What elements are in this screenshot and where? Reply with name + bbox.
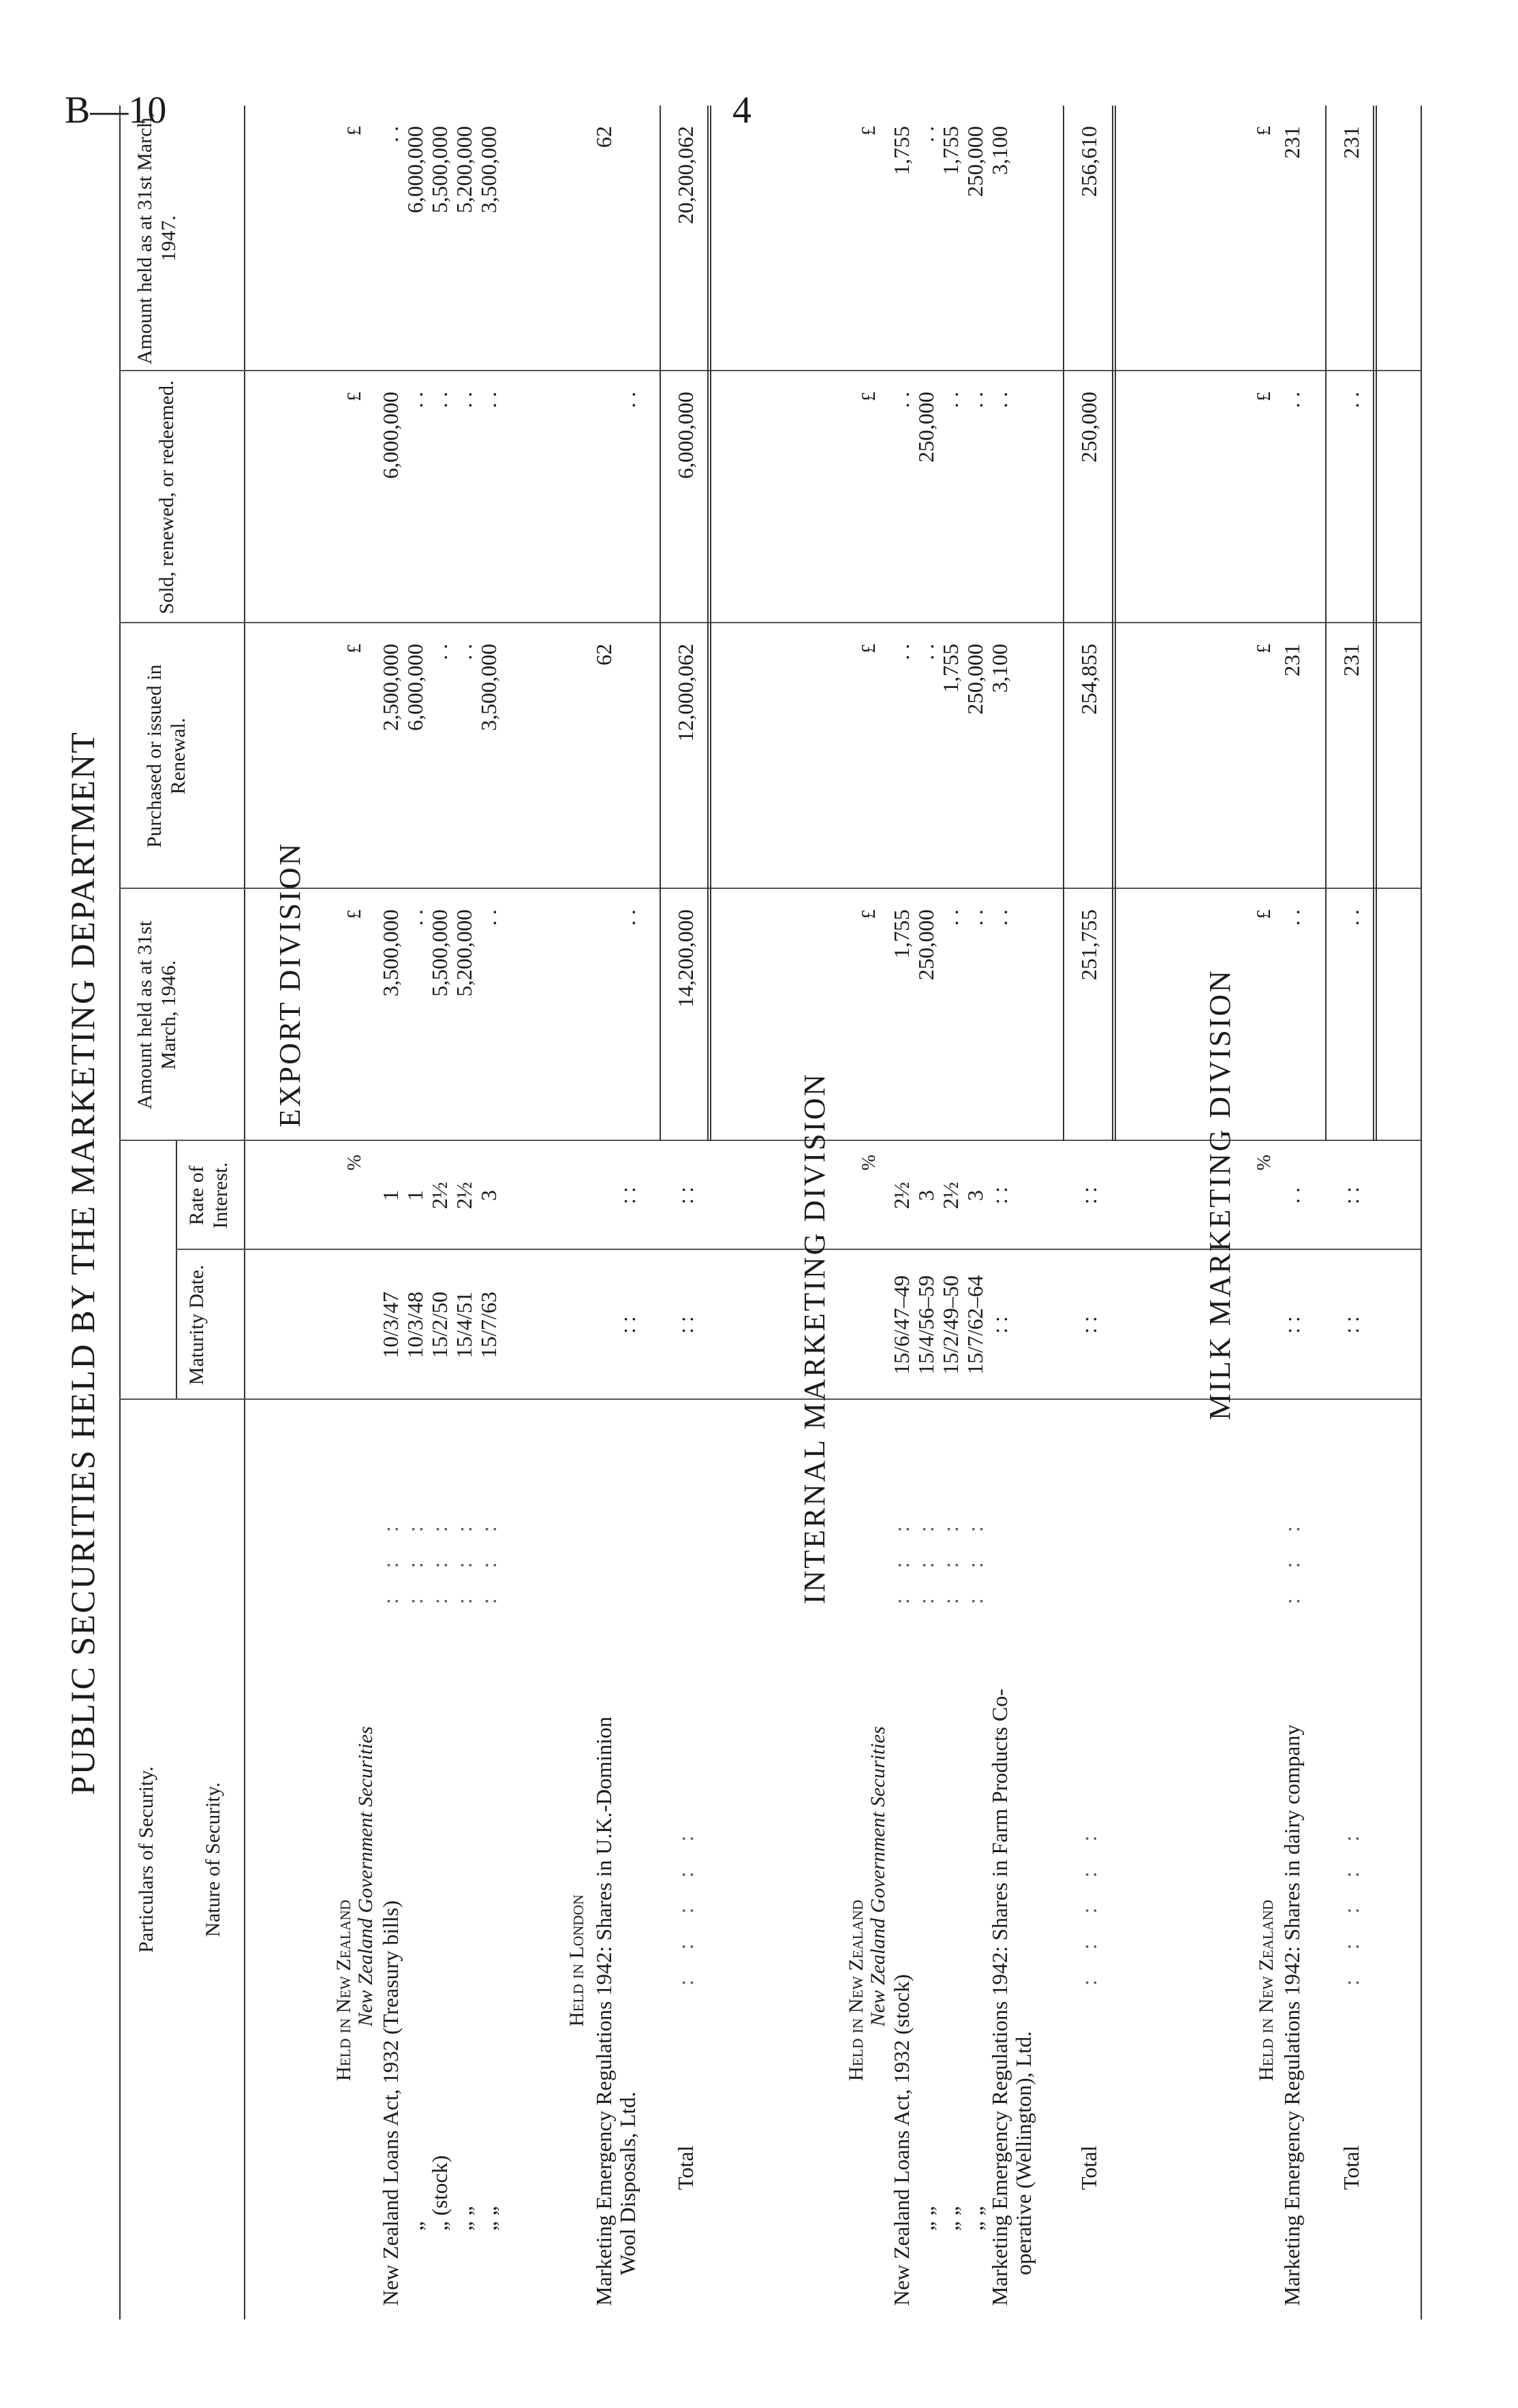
wool-line-1: Marketing Emergency Regulations 1942: Shares in U.K.-Dominion [591,1716,616,2306]
purchased-cell: . . [427,644,452,660]
held-1946-cell: . . [615,909,640,926]
held-1946-cell: 1,755 [889,909,914,958]
maturity-blank: : : [615,1316,640,1334]
leader-dots: : : : [914,1514,938,1604]
leader-dots: : : : [403,1514,427,1604]
maturity-cell: 15/6/47–49 [889,1275,914,1375]
sold-cell: . . [938,392,963,408]
rate-header: Rate of Interest. [185,1162,232,1229]
milk-division-heading: MILK MARKETING DIVISION [1203,969,1237,1420]
rate-cell: 1 [403,1190,427,1201]
maturity-cell: 15/7/63 [476,1292,501,1358]
nature-header: Nature of Security. [202,1782,224,1937]
sold-cell: . . [1280,392,1304,408]
leader-dots: : : : [889,1514,914,1604]
rate-cell: 3 [476,1190,501,1201]
purchased-cell: 2,500,000 [378,644,403,731]
milk-pound-unit-1947: £ [1254,126,1275,136]
leader-dots: : : : [938,1514,963,1604]
sold-cell: . . [427,392,452,408]
leader-dots: : : : [963,1514,987,1604]
purchased-cell: . . [889,644,914,660]
leader-dots: : : : : : [1076,1823,1101,1986]
milk-total-rule [1325,106,1327,1141]
held-1947-cell: 231 [1280,126,1304,159]
leader-dots: : : : [452,1514,476,1604]
nature-cell: „ (stock) [427,2155,452,2231]
held-1947-cell: 3,500,000 [476,126,501,213]
export-total-rule [660,106,661,1141]
rate-cell: 1 [378,1190,403,1201]
maturity-blank: : : [1280,1316,1304,1334]
purchased-cell: . . [914,644,938,660]
held-1946-cell: 5,200,000 [452,909,476,997]
header-rule [244,106,245,2319]
total-held-1947: 20,200,062 [673,126,698,224]
nature-cell: „ „ [476,2206,501,2231]
nature-cell: „ „ [938,2206,963,2231]
internal-double-rule [1112,106,1116,1141]
col-rule-1947 [119,370,1421,371]
total-sold: 6,000,000 [673,392,698,479]
milk-pound-unit-1946: £ [1254,909,1275,919]
internal-pound-unit-1946: £ [858,909,880,919]
milk-percent-unit: % [1254,1155,1275,1171]
total-sold: 250,000 [1076,392,1101,463]
maturity-cell: 10/3/48 [403,1292,427,1358]
wool-line-2: Wool Disposals, Ltd. [615,2091,640,2275]
held-1946-cell: . . [987,909,1012,926]
milk-pound-unit-purchased: £ [1254,644,1275,653]
sold-cell: 6,000,000 [378,392,403,479]
held-1946-header: Amount held as at 31st March, 1946. [134,920,180,1110]
farm-line-1: Marketing Emergency Regulations 1942: Shares in Farm Products Co- [987,1689,1012,2306]
milk-double-rule [1373,106,1377,1141]
maturity-cell: 10/3/47 [378,1292,403,1358]
export-percent-unit: % [344,1155,365,1171]
purchased-cell: 1,755 [938,644,963,693]
rate-blank: : : [673,1187,698,1204]
rate-cell: 3 [963,1190,987,1201]
held-1946-cell: 5,500,000 [427,909,452,997]
total-label: Total [1339,2145,1363,2190]
total-purchased: 12,000,062 [673,644,698,742]
rate-cell: 2½ [427,1182,452,1209]
page-number: 4 [732,89,752,131]
sold-cell: . . [403,392,427,408]
internal-pound-unit-1947: £ [858,126,880,136]
total-label: Total [1076,2145,1101,2190]
purchased-cell: 3,500,000 [476,644,501,731]
total-held-1946: 251,755 [1076,909,1101,980]
purchased-cell: 250,000 [963,644,987,715]
leader-dots: : : : [476,1514,501,1604]
held-1946-cell: 3,500,000 [378,909,403,997]
internal-pound-unit-purchased: £ [858,644,880,653]
held-1947-cell: 1,755 [938,126,963,175]
held-1946-cell: . . [963,909,987,926]
rate-cell: . . [1280,1187,1304,1204]
sold-header: Sold, renewed, or redeemed. [155,380,178,614]
rate-blank: : : [1339,1187,1363,1204]
held-1947-cell: 6,000,000 [403,126,427,213]
export-pound-unit-sold: £ [344,392,365,401]
col-rule-purchased [119,888,1421,889]
total-purchased: 231 [1339,644,1363,676]
sold-cell: . . [889,392,914,408]
sold-cell: . . [452,392,476,408]
maturity-cell: 15/2/49–50 [938,1275,963,1375]
rate-cell: 3 [914,1190,938,1201]
maturity-blank: : : [673,1316,698,1334]
milk-held-nz: Held in New Zealand [1255,1899,1277,2081]
col-rule-sold [119,622,1421,623]
held-1947-cell: 5,200,000 [452,126,476,213]
total-sold: . . [1339,392,1363,408]
export-pound-unit-1947: £ [344,126,365,136]
header-mid-rule [176,1141,177,1400]
export-pound-unit-purchased: £ [344,644,365,653]
held-1946-cell: . . [403,909,427,926]
internal-gov-securities: New Zealand Government Securities [867,1726,889,2027]
table-title: PUBLIC SECURITIES HELD BY THE MARKETING DEPARTMENT [63,731,102,1795]
bottom-rule [1421,106,1422,2319]
held-1946-cell: . . [1280,909,1304,926]
held-1947-cell: 3,100 [987,126,1012,175]
rate-cell: 2½ [452,1182,476,1209]
sold-cell: . . [987,392,1012,408]
internal-held-nz: Held in New Zealand [845,1899,867,2081]
maturity-blank: : : [1339,1316,1363,1334]
sold-cell: 250,000 [914,392,938,463]
held-1946-cell: . . [476,909,501,926]
sold-cell: . . [615,392,640,408]
held-1947-cell: 62 [591,126,616,148]
maturity-header: Maturity Date. [185,1264,208,1386]
sold-cell: . . [476,392,501,408]
nature-cell: „ [403,2221,427,2231]
export-held-nz: Held in New Zealand [332,1899,355,2081]
purchased-cell: . . [452,644,476,660]
rate-blank: : : [987,1187,1012,1204]
nature-cell: New Zealand Loans Act, 1932 (stock) [889,1974,914,2306]
held-1947-cell: 5,500,000 [427,126,452,213]
held-1946-cell: . . [938,909,963,926]
maturity-cell: 15/2/50 [427,1292,452,1358]
purchased-cell: 6,000,000 [403,644,427,731]
held-1946-cell: 250,000 [914,909,938,980]
nature-cell: Marketing Emergency Regulations 1942: Shares in dairy company [1280,1724,1304,2306]
rate-cell: 2½ [889,1182,914,1209]
purchased-header: Purchased or issued in Renewal. [143,664,189,848]
leader-dots: : : : : : [673,1823,698,1986]
page-reference: B—10 [65,89,167,131]
sold-cell: . . [963,392,987,408]
total-held-1947: 256,610 [1076,126,1101,197]
purchased-cell: 62 [591,644,616,666]
total-purchased: 254,855 [1076,644,1101,715]
internal-pound-unit-sold: £ [858,392,880,401]
farm-line-2: operative (Wellington), Ltd. [1011,2031,1036,2275]
internal-division-heading: INTERNAL MARKETING DIVISION [798,1072,831,1604]
export-pound-unit-1946: £ [344,909,365,919]
export-division-heading: EXPORT DIVISION [273,841,307,1127]
held-1947-cell: . . [914,126,938,142]
nature-cell: „ „ [452,2206,476,2231]
export-gov-securities: New Zealand Government Securities [354,1726,377,2027]
maturity-blank: : : [987,1316,1012,1334]
export-held-london: Held in London [566,1894,588,2027]
maturity-cell: 15/7/62–64 [963,1275,987,1375]
internal-percent-unit: % [858,1155,880,1171]
held-1947-cell: 250,000 [963,126,987,197]
leader-dots: : : : : : [1339,1823,1363,1986]
export-double-rule [707,106,711,1141]
total-held-1946: 14,200,000 [673,909,698,1007]
held-1947-cell: . . [378,126,403,142]
maturity-cell: 15/4/56–59 [914,1275,938,1375]
rate-blank: : : [1076,1187,1101,1204]
leader-dots: : : : [427,1514,452,1604]
particulars-header: Particulars of Security. [135,1766,157,1953]
rate-blank: : : [615,1187,640,1204]
held-1947-cell: 1,755 [889,126,914,175]
nature-cell: New Zealand Loans Act, 1932 (Treasury bills) [378,1900,403,2306]
total-held-1946: . . [1339,909,1363,926]
nature-cell: „ „ [963,2206,987,2231]
maturity-cell: 15/4/51 [452,1292,476,1358]
nature-cell: „ „ [914,2206,938,2231]
purchased-cell: 231 [1280,644,1304,676]
internal-total-rule [1063,106,1064,1141]
leader-dots: : : : [378,1514,403,1604]
top-rule [119,106,121,2319]
held-1947-header: Amount held as at 31st March, 1947. [134,112,180,364]
total-label: Total [673,2145,698,2190]
rate-cell: 2½ [938,1182,963,1209]
milk-pound-unit-sold: £ [1254,392,1275,401]
purchased-cell: 3,100 [987,644,1012,693]
leader-dots: : : : [1280,1514,1304,1604]
maturity-blank: : : [1076,1316,1101,1334]
total-held-1947: 231 [1339,126,1363,159]
